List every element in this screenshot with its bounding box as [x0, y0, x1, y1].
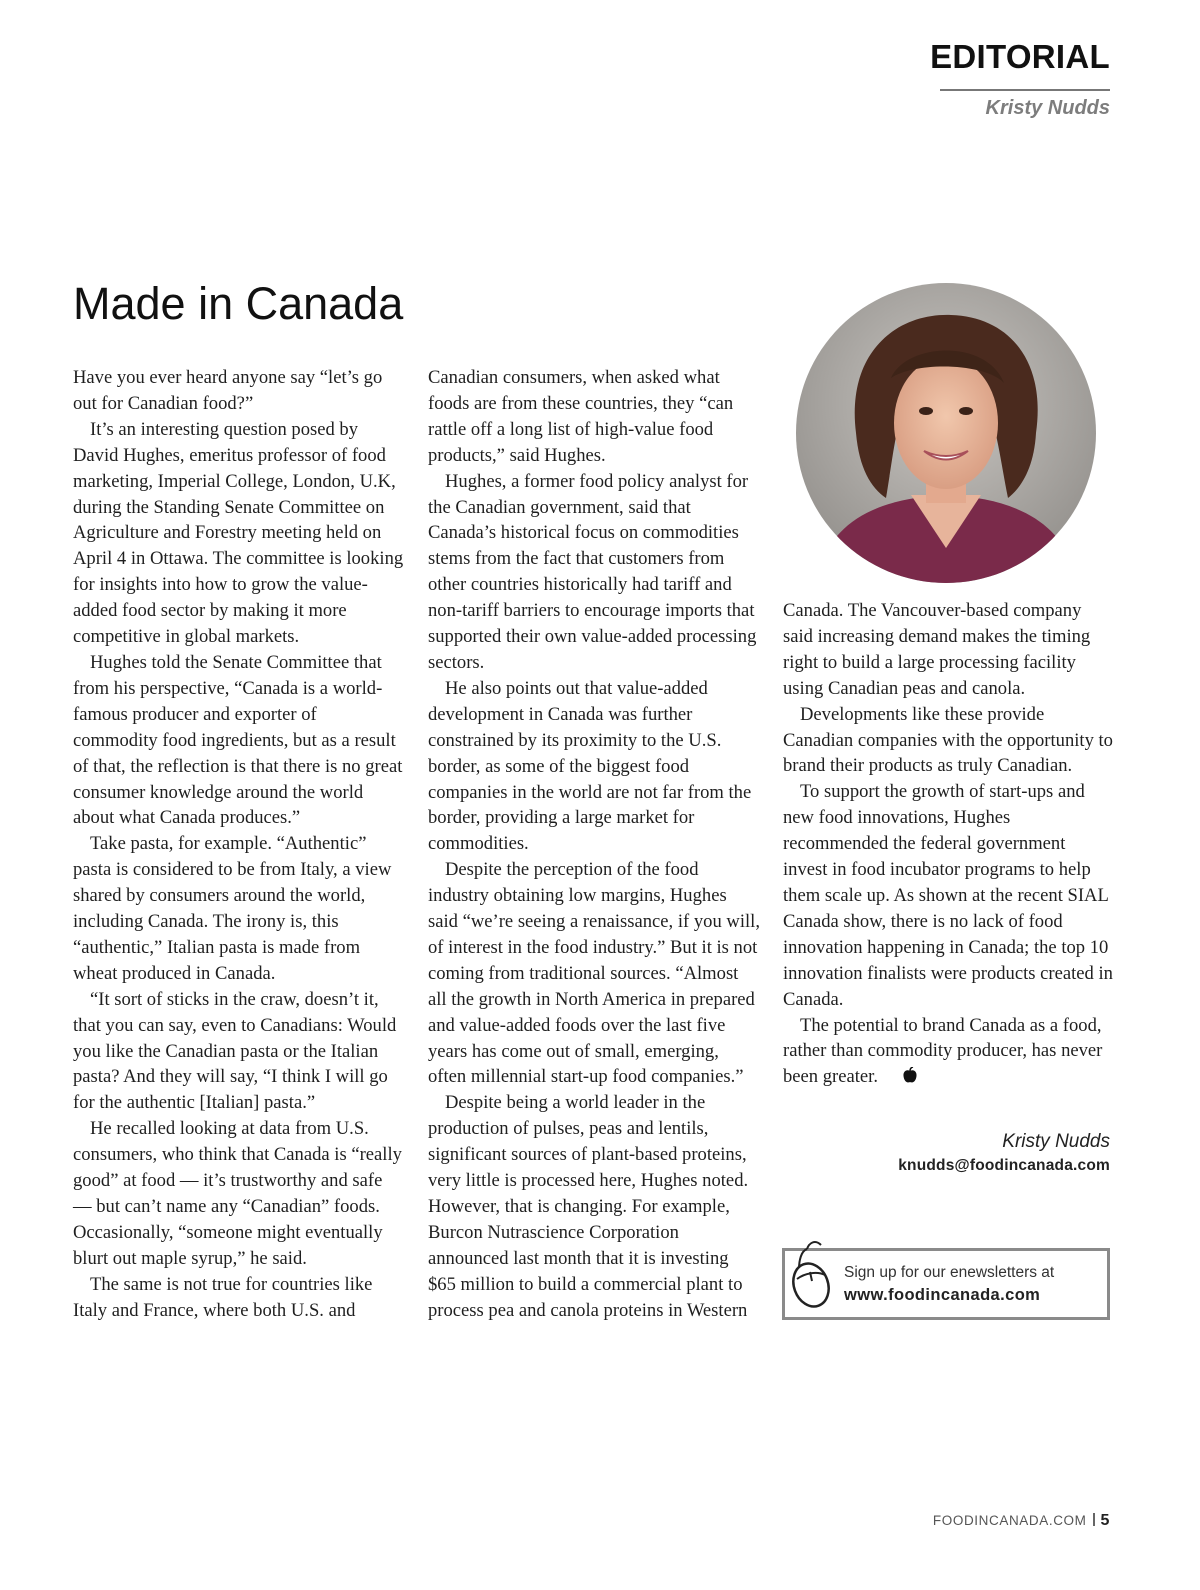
paragraph: Canada. The Vancouver-based company said increasing demand makes the timing right to build a large processing facility using Canadian peas and canola. [783, 600, 1091, 699]
author-byline: Kristy Nudds [985, 97, 1110, 119]
paragraph: The same is not true for countries like Italy and France, where both U.S. and [73, 1273, 373, 1321]
page-footer [933, 1512, 1110, 1530]
paragraph: Canadian consumers, when asked what foods are from these countries, they “can rattle off a long list of high-value food products,” said Hughes. [428, 367, 734, 466]
closing-paragraph-text: The potential to brand Canada as a food, rather than commodity producer, has never been greater. [783, 1014, 1103, 1088]
newsletter-box[interactable] [782, 1248, 1110, 1320]
signature-block [898, 1129, 1110, 1177]
section-title: EDITORIAL [930, 38, 1110, 75]
footer-site: FOODINCANADA.COM [932, 1513, 1087, 1528]
author-portrait [796, 283, 1096, 583]
article-column-1 [73, 365, 405, 1324]
paragraph: Hughes told the Senate Committee that from his perspective, “Canada is a world-famous producer and exporter of commodity food ingredients, but as a result of that, the reflection is that there is no great consumer knowledge around the world about what Canada produces.” [73, 651, 403, 829]
paragraph: It’s an interesting question posed by David Hughes, emeritus professor of food marketing, Imperial College, London, U.K, during the Standing Senate Committee on Agriculture and Forestry meeting held on April 4 in Ottawa. The committee is looking for insights into how to grow the value-added food sector by making it more competitive in global markets. [73, 418, 404, 648]
article-column-2 [428, 365, 760, 1324]
paragraph: He recalled looking at data from U.S. consumers, who think that Canada is “really good” at food — it’s trustworthy and safe — but can’t name any “Canadian” foods. Occasionally, “someone might eventually blurt out maple syrup,” he said. [73, 1118, 402, 1269]
footer-divider [1093, 1513, 1095, 1526]
paragraph [783, 1013, 1113, 1093]
paragraph: To support the growth of start-ups and new food innovations, Hughes recommended the federal government invest in food incubator programs to help them scale up. As shown at the recent SIAL Canada show, there is no lack of food innovation happening in Canada; the top 10 innovation finalists were products created in Canada. [783, 781, 1113, 1010]
computer-mouse-icon [791, 1239, 841, 1316]
paragraph: He also points out that value-added development in Canada was further constrained by its proximity to the U.S. border, as some of the biggest food companies in the world are not far from the border, providing a large market for commodities. [428, 677, 752, 855]
newsletter-link[interactable]: www.foodincanada.com [844, 1286, 1041, 1304]
paragraph: Have you ever heard anyone say “let’s go out for Canadian food?” [73, 367, 383, 414]
paragraph: “It sort of sticks in the craw, doesn’t it, that you can say, even to Canadians: Would you like the Canadian pasta or the Italian pasta? And they will say, “I think I will go for the authentic [Italian] pasta.” [73, 988, 397, 1114]
apple-icon [886, 1066, 917, 1092]
page-number: 5 [1100, 1512, 1110, 1529]
section-divider [940, 89, 1110, 91]
signature-name: Kristy Nudds [1002, 1131, 1110, 1152]
paragraph: Developments like these provide Canadian companies with the opportunity to brand their products as truly Canadian. [783, 703, 1113, 777]
article-column-3 [783, 598, 1113, 1092]
paragraph: Hughes, a former food policy analyst for the Canadian government, said that Canada’s historical focus on commodities stems from the fact that customers from other countries historically had tariff and non-tariff barriers to encourage imports that supported their own value-added processing sectors. [428, 470, 757, 673]
article-headline: Made in Canada [73, 278, 404, 329]
signature-email[interactable]: knudds@foodincanada.com [898, 1157, 1110, 1174]
paragraph: Despite the perception of the food industry obtaining low margins, Hughes said “we’re seeing a renaissance, if you will, of interest in the food industry.” But it is not coming from traditional sources. “Almost all the growth in North America in prepared and value-added foods over the last five years has come out of small, emerging, often millennial start-up food companies.” [428, 859, 760, 1088]
newsletter-text: Sign up for our enewsletters at [844, 1264, 1055, 1281]
paragraph: Take pasta, for example. “Authentic” pasta is considered to be from Italy, a view shared by consumers around the world, including Canada. The irony is, this “authentic,” Italian pasta is made from wheat produced in Canada. [73, 833, 392, 984]
paragraph: Despite being a world leader in the production of pulses, peas and lentils, significant sources of plant-based proteins, very little is processed here, Hughes noted. However, that is changing. For example, Burcon Nutrascience Corporation announced last month that it is investing $65 million to build a commercial plant to process pea and canola proteins in Western [428, 1092, 749, 1321]
